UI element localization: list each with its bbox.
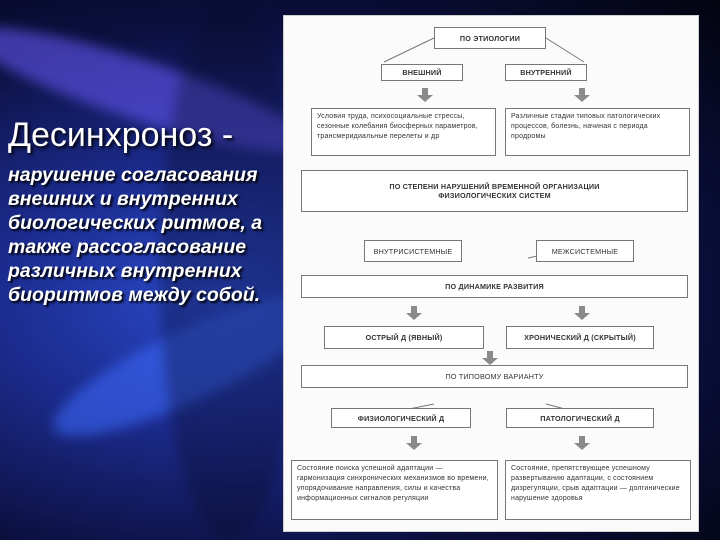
internal-label: ВНУТРЕННИЙ (505, 64, 587, 81)
severity-header: ПО СТЕПЕНИ НАРУШЕНИЙ ВРЕМЕННОЙ ОРГАНИЗАЦИИ ФИЗИОЛОГИЧЕСКИХ СИСТЕМ (301, 170, 688, 212)
intersystem-label: МЕЖСИСТЕМНЫЕ (536, 240, 634, 262)
slide-definition: нарушение согласования внешних и внутренних биологических ритмов, а также рассогласование различных внутренних биоритмов между собой. (8, 164, 263, 306)
intrasystem-label: ВНУТРИСИСТЕМНЫЕ (364, 240, 462, 262)
classification-diagram (283, 15, 699, 532)
chronic-label: ХРОНИЧЕСКИЙ Д (СКРЫТЫЙ) (506, 326, 654, 349)
connector-lines (284, 16, 698, 531)
down-arrow-icon (574, 436, 590, 450)
external-causes-text: Условия труда, психосоциальные стрессы, сезонные колебания биосферных параметров, трансмеридиальные перелеты и др (311, 108, 496, 156)
pathological-label: ПАТОЛОГИЧЕСКИЙ Д (506, 408, 654, 428)
external-label: ВНЕШНИЙ (381, 64, 463, 81)
internal-causes-text: Различные стадии типовых патологических процессов, болезнь, начиная с периода продромы (505, 108, 690, 156)
variant-header: ПО ТИПОВОМУ ВАРИАНТУ (301, 365, 688, 388)
pathological-text: Состояние, препятствующее успешному развертыванию адаптации, с состоянием дизрегуляции, срыв адаптации — долгинические нарушение здоровья (505, 460, 691, 520)
dynamics-header: ПО ДИНАМИКЕ РАЗВИТИЯ (301, 275, 688, 298)
etiology-header: ПО ЭТИОЛОГИИ (434, 27, 546, 49)
slide-title: Десинхроноз - (8, 116, 234, 154)
down-arrow-icon (482, 351, 498, 365)
physiological-label: ФИЗИОЛОГИЧЕСКИЙ Д (331, 408, 471, 428)
physiological-text: Состояние поиска успешной адаптации — гармонизация синхронических механизмов во времени, упорядочивание направления, силы и качества информационных сигналов регуляции (291, 460, 498, 520)
down-arrow-icon (406, 436, 422, 450)
down-arrow-icon (417, 88, 433, 102)
connector-line (546, 38, 584, 62)
down-arrow-icon (574, 306, 590, 320)
connector-line (384, 38, 434, 62)
down-arrow-icon (574, 88, 590, 102)
down-arrow-icon (406, 306, 422, 320)
acute-label: ОСТРЫЙ Д (ЯВНЫЙ) (324, 326, 484, 349)
